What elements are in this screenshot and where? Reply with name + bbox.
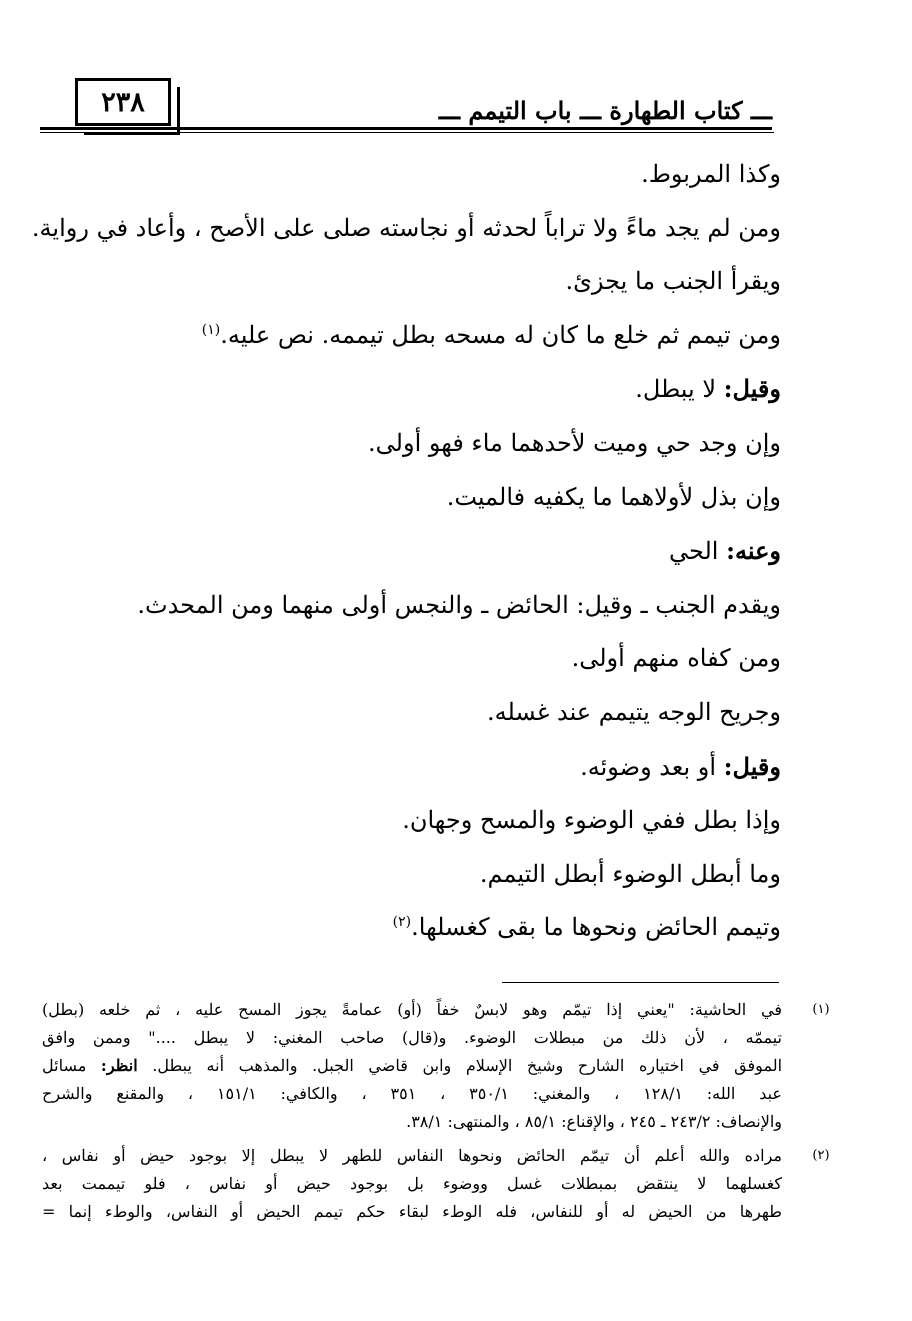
footnote-number: (١) [812, 1002, 830, 1017]
header-rule-thin [40, 132, 774, 133]
paragraph [81, 148, 781, 202]
paragraph-text: وإذا بطل ففي الوضوء والمسح وجهان. [402, 806, 781, 835]
footnote-line: طهرها من الحيض له أو للنفاس، فله الوطء لبقاء حكم تيمم الحيض أو النفاس، والوطء إنما = [42, 1202, 782, 1221]
footnote-separator [502, 982, 779, 983]
footnote-ref: (١) [201, 321, 221, 338]
paragraph-text: وكذا المربوط. [641, 160, 781, 188]
paragraph-text: ويقدم الجنب ـ وقيل: الحائض ـ والنجس أولى منهما ومن المحدث. [137, 590, 781, 619]
footnote [42, 996, 860, 1136]
paragraph [81, 579, 781, 633]
page-number-box [75, 78, 171, 126]
footnote-ref: (٢) [392, 914, 412, 931]
paragraph [81, 901, 781, 955]
lead-word: وعنه: [726, 536, 781, 566]
footnote-line: تيممّه ، لأن ذلك من مبطلات الوضوء. و(قال) صاحب المغني: لا يبطل ...." وممن وافق [42, 1028, 782, 1047]
paragraph [81, 794, 781, 848]
footnote-line: كغسلهما لا ينتقض بمبطلات غسل ووضوء بل بوجود حيض أو نفاس ، فلو تيممت بعد [42, 1174, 782, 1193]
paragraph-text: ويقرأ الجنب ما يجزئ. [565, 267, 781, 296]
lead-word: وقيل: [723, 751, 781, 781]
footnote-text [42, 1142, 782, 1226]
paragraph-text: وما أبطل الوضوء أبطل التيمم. [479, 859, 781, 888]
footnote [42, 1142, 860, 1226]
paragraph [81, 471, 781, 525]
paragraph [81, 417, 781, 471]
paragraph-text: وتيمم الحائض ونحوها ما بقى كغسلها. [411, 913, 781, 942]
footnote-line: في الحاشية: "يعني إذا تيمّم وهو لابسٌ خفاً (أو) عمامةً يجوز المسح عليه ، ثم خلعه (بطل) [42, 1000, 782, 1019]
paragraph-text: لا يبطل. [635, 375, 724, 404]
paragraph-text: ومن تيمم ثم خلع ما كان له مسحه بطل تيممه. نص عليه. [220, 320, 781, 349]
footnote-line [42, 1052, 782, 1080]
paragraph-text: وإن بذل لأولاهما ما يكفيه فالميت. [446, 482, 781, 511]
footnote-line: والإنصاف: ٢٤٣/٢ ـ ٢٤٥ ، والإقناع: ٨٥/١ ، والمنتهى: ٣٨/١. [406, 1112, 782, 1131]
running-title: ـــ كتاب الطهارة ـــ باب التيمم ـــ [438, 96, 772, 125]
paragraph [81, 309, 781, 363]
paragraph-text: وإن وجد حي وميت لأحدهما ماء فهو أولى. [368, 428, 781, 457]
paragraph [81, 255, 781, 309]
footnote-bold-word: انظر: [100, 1056, 138, 1075]
footnote-text-part: الموفق في اختياره الشارح وشيخ الإسلام وابن قاضي الجبل. والمذهب أنه يبطل. [137, 1056, 783, 1075]
paragraph [81, 686, 781, 740]
lead-word: وقيل: [723, 374, 781, 404]
footnote-text [42, 996, 782, 1136]
footnote-line: عبد الله: ١٢٨/١ ، والمغني: ٣٥٠/١ ، ٣٥١ ، والكافي: ١٥١/١ ، والمقنع والشرح [42, 1084, 782, 1103]
page-number: ٢٣٨ [101, 86, 145, 118]
paragraph [81, 848, 781, 902]
paragraph [81, 362, 781, 417]
footnote-text-part: مسائل [42, 1056, 101, 1075]
paragraph [81, 524, 781, 579]
paragraph [81, 740, 781, 795]
paragraph [31, 202, 781, 256]
paragraph-text: أو بعد وضوئه. [580, 752, 724, 781]
footnote-number: (٢) [812, 1148, 830, 1163]
paragraph-text: ومن لم يجد ماءً ولا تراباً لحدثه أو نجاسته صلى على الأصح ، وأعاد في رواية. [31, 213, 781, 242]
footnote-line: مراده والله أعلم أن تيمّم الحائض ونحوها النفاس للطهر لا يبطل إلا بوجود حيض أو نفاس ، [42, 1146, 782, 1165]
paragraph-text: ومن كفاه منهم أولى. [571, 644, 781, 673]
paragraph-text: الحي [669, 537, 727, 566]
paragraph [81, 632, 781, 686]
paragraph-text: وجريح الوجه يتيمم عند غسله. [486, 697, 781, 726]
header-rule [40, 127, 772, 130]
footnotes [42, 996, 860, 1232]
main-text [31, 148, 781, 955]
